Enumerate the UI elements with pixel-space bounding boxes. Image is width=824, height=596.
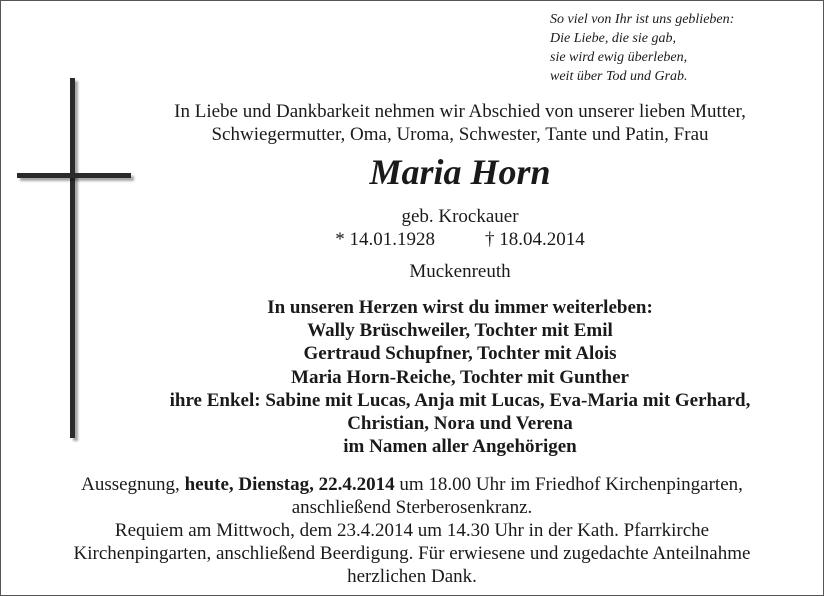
blessing-line bbox=[20, 473, 804, 496]
poem-line: Die Liebe, die sie gab, bbox=[550, 31, 676, 46]
survivor-entry: Maria Horn-Reiche, Tochter mit Gunther bbox=[291, 366, 629, 388]
survivor-entry: Wally Brüschweiler, Tochter mit Emil bbox=[307, 320, 613, 342]
poem-line: sie wird ewig überleben, bbox=[550, 50, 688, 65]
birth-date: * 14.01.1928 bbox=[335, 229, 435, 250]
poem bbox=[550, 10, 810, 86]
life-dates bbox=[100, 228, 820, 251]
cross-vertical-bar bbox=[70, 78, 75, 438]
poem-line: So viel von Ihr ist uns geblieben: bbox=[550, 12, 735, 27]
death-date: † 18.04.2014 bbox=[485, 229, 585, 250]
blessing-suffix: um 18.00 Uhr im Friedhof Kirchenpingarten, bbox=[394, 474, 743, 495]
requiem-line: Requiem am Mittwoch, dem 23.4.2014 um 14.30 Uhr in der Kath. Pfarrkirche bbox=[114, 520, 710, 541]
service-details bbox=[20, 473, 804, 588]
survivors-list bbox=[100, 296, 820, 458]
deceased-name: Maria Horn bbox=[369, 152, 551, 192]
intro-line: Schwiegermutter, Oma, Uroma, Schwester, Tante und Patin, Frau bbox=[211, 124, 709, 145]
poem-line: weit über Tod und Grab. bbox=[550, 69, 688, 84]
blessing-date: heute, Dienstag, 22.4.2014 bbox=[184, 474, 395, 495]
thanks-line: herzlichen Dank. bbox=[347, 566, 477, 587]
survivor-entry: ihre Enkel: Sabine mit Lucas, Anja mit Lucas, Eva-Maria mit Gerhard, bbox=[169, 389, 751, 411]
blessing-prefix: Aussegnung, bbox=[81, 474, 185, 495]
survivor-entry: Gertraud Schupfner, Tochter mit Alois bbox=[303, 343, 617, 365]
intro-line: In Liebe und Dankbarkeit nehmen wir Abschied von unserer lieben Mutter, bbox=[174, 101, 746, 122]
survivors-heading: In unseren Herzen wirst du immer weiterleben: bbox=[267, 297, 653, 318]
burial-line: Kirchenpingarten, anschließend Beerdigung. Für erwiesene und zugedachte Anteilnahme bbox=[73, 543, 751, 564]
hometown: Muckenreuth bbox=[409, 261, 511, 282]
survivors-closing: im Namen aller Angehörigen bbox=[343, 436, 577, 458]
maiden-name: geb. Krockauer bbox=[401, 206, 519, 227]
survivor-entry: Christian, Nora und Verena bbox=[347, 413, 573, 435]
intro-text bbox=[100, 100, 820, 146]
rosary-line: anschließend Sterberosenkranz. bbox=[291, 497, 533, 518]
